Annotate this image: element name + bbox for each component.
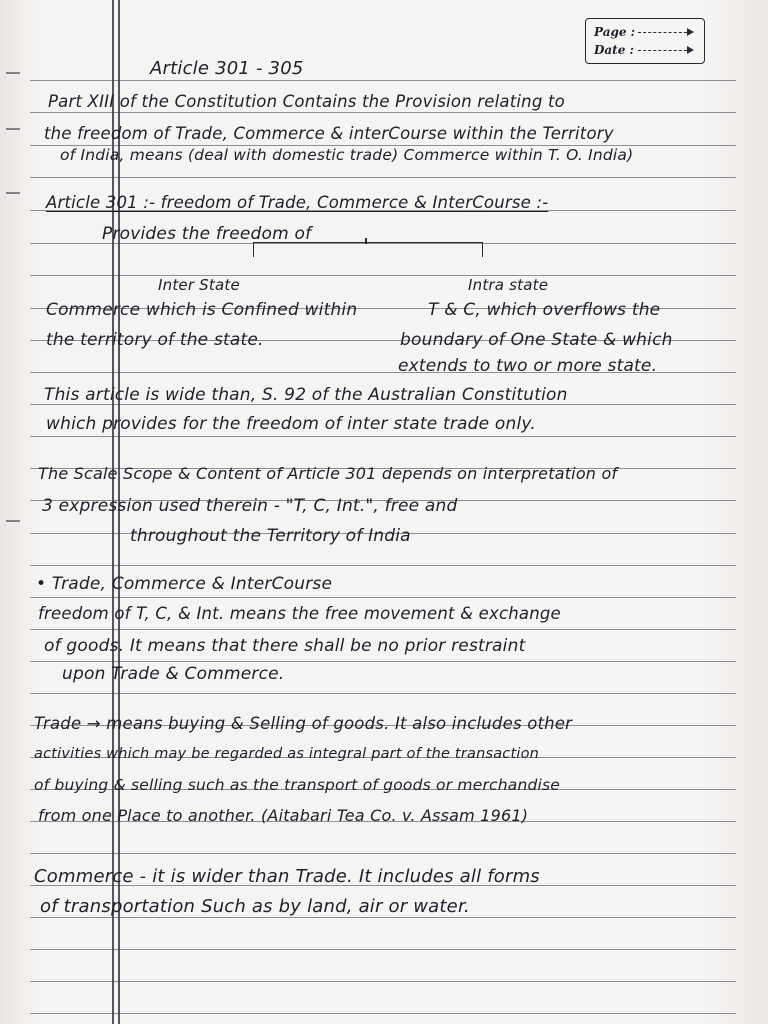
note-line: of India, means (deal with domestic trade) Commerce within T. O. India) <box>60 146 634 164</box>
note-line: freedom of T, C, & Int. means the free movement & exchange <box>38 604 561 623</box>
note-line: This article is wide than, S. 92 of the Australian Constitution <box>44 385 568 405</box>
note-line: Commerce which is Confined within <box>46 300 358 320</box>
brace <box>253 242 483 257</box>
note-line: extends to two or more state. <box>398 356 658 376</box>
note-line: Inter State <box>158 276 240 294</box>
note-line: boundary of One State & which <box>400 330 673 350</box>
note-line: the freedom of Trade, Commerce & interCourse within the Territory <box>44 124 614 143</box>
note-line: upon Trade & Commerce. <box>62 664 285 684</box>
note-line: Trade → means buying & Selling of goods. It also includes other <box>34 714 573 733</box>
page-date-box <box>585 18 705 64</box>
note-line: The Scale Scope & Content of Article 301 depends on interpretation of <box>38 464 618 483</box>
notes-title: Article 301 - 305 <box>150 58 304 79</box>
note-line: T & C, which overflows the <box>428 300 661 320</box>
note-line: Commerce - it is wider than Trade. It includes all forms <box>34 866 540 887</box>
section-bullet: • Trade, Commerce & InterCourse <box>36 574 333 594</box>
note-line: which provides for the freedom of inter state trade only. <box>46 414 536 434</box>
note-line: throughout the Territory of India <box>130 526 411 546</box>
note-line: Intra state <box>468 276 549 294</box>
note-line: activities which may be regarded as integral part of the transaction <box>34 746 540 762</box>
date-label: Date : <box>594 43 634 57</box>
note-line: from one Place to another. (Aitabari Tea Co. v. Assam 1961) <box>38 806 529 825</box>
note-line: of goods. It means that there shall be no prior restraint <box>44 636 526 656</box>
page-label: Page : <box>594 25 636 39</box>
arrow-icon <box>638 50 692 51</box>
note-line: the territory of the state. <box>46 330 264 350</box>
arrow-icon <box>638 32 692 33</box>
note-heading: Article 301 :- freedom of Trade, Commerce & InterCourse :- <box>46 193 549 212</box>
note-line: Provides the freedom of <box>102 224 312 244</box>
note-line: Part XIII of the Constitution Contains the Provision relating to <box>48 92 565 111</box>
note-line: 3 expression used therein - "T, C, Int.", free and <box>42 496 458 516</box>
note-line: of buying & selling such as the transport of goods or merchandise <box>34 776 561 794</box>
note-line: of transportation Such as by land, air or water. <box>40 896 470 917</box>
